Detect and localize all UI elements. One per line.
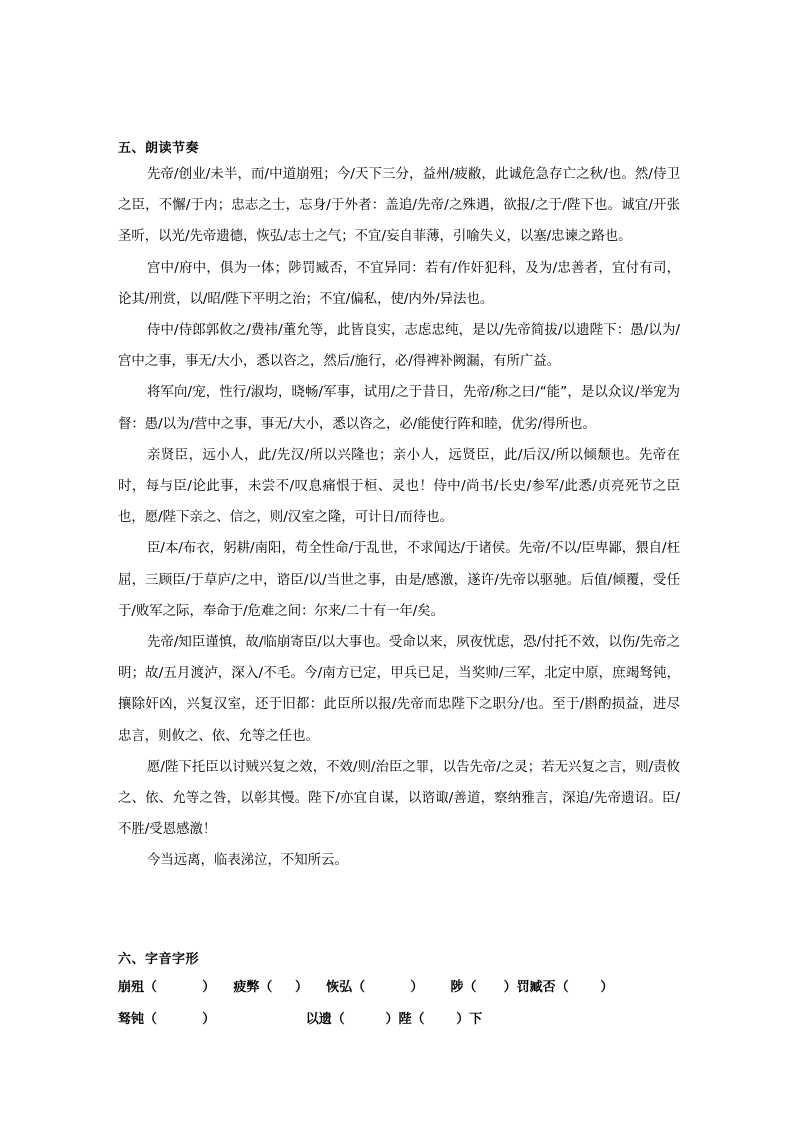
vocab-row-1: 崩殂（ ） 疲弊（ ） 恢弘（ ） 陟（ ）罚臧否（ ） (118, 980, 614, 995)
section-six-heading: 六、字音字形 (118, 952, 200, 967)
paragraph-2: 宫中/府中，俱为一体；陟罚臧否，不宜异同：若有/作奸犯科，及为/忠善者，宜付有司，论其/刑赏，以/昭/陛下平明之治；不宜/偏私，使/内外/异法也。 (118, 260, 680, 307)
vocab-row-2: 驽钝（ ） 以遗（ ）陛（ ）下 (118, 1012, 483, 1027)
paragraph-8: 愿/陛下托臣以讨贼兴复之效，不效/则/治臣之罪，以告先帝/之灵；若无兴复之言，则/责攸之、依、允等之咎，以彰其慢。陛下/亦宜自谋，以谘诹/善道，察纳雅言，深追/先帝遗诏。臣/不胜/受恩感激！ (118, 759, 680, 838)
paragraph-3: 侍中/侍郎郭攸之/费祎/董允等，此皆良实，志虑忠纯，是以/先帝简拔/以遗陛下：愚/以为/宫中之事，事无/大小，悉以咨之，然后/施行，必/得裨补阙漏，有所广益。 (118, 323, 680, 370)
section-five-heading: 五、朗读节奏 (118, 141, 200, 156)
paragraph-7: 先帝/知臣谨慎，故/临崩寄臣/以大事也。受命以来，夙夜忧虑，恐/付托不效，以伤/先帝之明；故/五月渡泸，深入/不毛。今/南方已定，甲兵已足，当奖帅/三军，北定中原，庶竭驽钝，攘除奸凶，兴复汉室，还于旧都：此臣所以报/先帝而忠陛下之职分/也。至于/斟酌损益，进尽忠言，则攸之、依、允等之任也。 (118, 635, 680, 744)
paragraph-6: 臣/本/布衣，躬耕/南阳，苟全性命/于乱世，不求闻达/于诸侯。先帝/不以/臣卑鄙，猥自/枉屈，三顾臣/于草庐/之中，谘臣/以/当世之事，由是/感激，遂许/先帝以驱驰。后值/倾覆，受任于/败军之际，奉命于/危难之间：尔来/二十有一年/矣。 (118, 541, 680, 619)
paragraph-1: 先帝/创业/未半，而/中道崩殂；今/天下三分，益州/疲敝，此诚危急存亡之秋/也。然/侍卫之臣，不懈/于内；忠志之士，忘身/于外者：盖追/先帝/之殊遇，欲报/之于/陛下也。诚宜/开张圣听，以光/先帝遗德，恢弘/志士之气；不宜/妄自菲薄，引喻失义，以塞/忠谏之路也。 (118, 167, 680, 245)
paragraph-4: 将军向/宠，性行/淑均，晓畅/军事，试用/之于昔日，先帝/称之曰/“能”，是以众议/举宠为督：愚/以为/营中之事，事无/大小，悉以咨之，必/能使行阵和睦，优劣/得所也。 (118, 385, 680, 432)
paragraph-5: 亲贤臣，远小人，此/先汉/所以兴隆也；亲小人，远贤臣，此/后汉/所以倾颓也。先帝在时，每与臣/论此事，未尝不/叹息痛恨于桓、灵也！侍中/尚书/长史/参军/此悉/贞亮死节之臣也，愿/陛下亲之、信之，则/汉室之隆，可计日/而待也。 (118, 447, 680, 526)
reading-rhythm-text (118, 159, 680, 877)
paragraph-9: 今当远离，临表涕泣，不知所云。 (147, 853, 348, 869)
